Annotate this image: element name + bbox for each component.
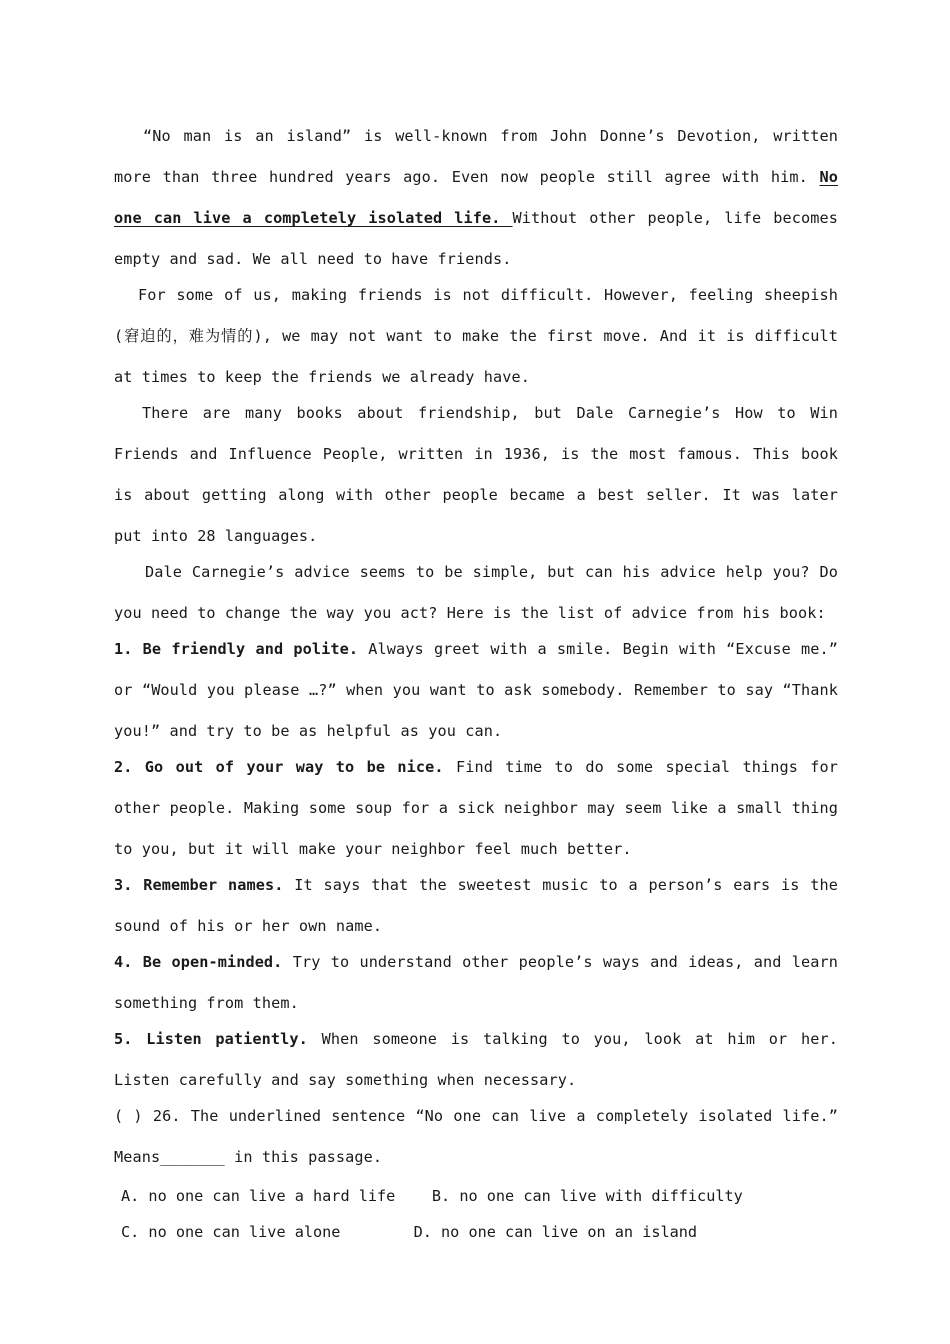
paragraph-1-rest: Without other people, life becomes empty and sad. We all need to have friends. (114, 209, 838, 268)
advice-text: It says that the sweetest music to a person’s ears is the sound of his or her own name. (114, 876, 838, 935)
advice-item-1 (114, 629, 838, 752)
paragraph-3: There are many books about friendship, but Dale Carnegie’s How to Win Friends and Influence People, written in 1936, is the most famous. This book is about getting along with other people became a best seller. It was later put into 28 languages. (114, 404, 838, 545)
question-stem: ( ) 26. The underlined sentence “No one can live a completely isolated life.” Means_______ in this passage. (114, 1107, 838, 1166)
advice-text: Try to understand other people’s ways and ideas, and learn something from them. (114, 953, 839, 1012)
advice-heading: 4. Be open-minded. (114, 953, 283, 971)
option-d: D. no one can live on an island (413, 1223, 698, 1241)
advice-item-4 (114, 942, 838, 1024)
advice-text: Find time to do some special things for other people. Making some soup for a sick neighbor may seem like a small thing to you, but it will make your neighbor feel much better. (114, 758, 839, 858)
option-a: A. no one can live a hard life (121, 1187, 396, 1205)
option-b: B. no one can live with difficulty (431, 1187, 743, 1205)
advice-heading: 1. Be friendly and polite. (114, 640, 359, 658)
paragraph-1-intro: “No man is an island” is well-known from John Donne’s Devotion, written more than three hundred years ago. Even now people still agree with him. (114, 127, 838, 186)
advice-item-2 (114, 747, 838, 870)
paragraph-4: Dale Carnegie’s advice seems to be simple, but can his advice help you? Do you need to change the way you act? Here is the list of advice from his book: (114, 563, 838, 622)
document-page (114, 116, 838, 1250)
advice-text: Always greet with a smile. Begin with “Excuse me.” or “Would you please …?” when you want to ask somebody. Remember to say “Thank you!” and try to be as helpful as you can. (114, 640, 838, 740)
advice-item-3 (114, 865, 838, 947)
option-c: C. no one can live alone (121, 1223, 341, 1241)
paragraph-2: For some of us, making friends is not difficult. However, feeling sheepish (窘迫的，难为情的), we may not want to make the first move. And it is difficult at times to keep the friends we already have. (114, 286, 838, 386)
advice-heading: 2. Go out of your way to be nice. (114, 758, 444, 776)
advice-text: When someone is talking to you, look at him or her. Listen carefully and say something when necessary. (114, 1030, 839, 1089)
options-row-2 (114, 1214, 838, 1250)
advice-item-5 (114, 1019, 838, 1101)
advice-heading: 3. Remember names. (114, 876, 284, 894)
paragraph-1 (114, 116, 838, 280)
options-row-1 (114, 1178, 838, 1214)
advice-heading: 5. Listen patiently. (114, 1030, 308, 1048)
underlined-sentence: No one can live a completely isolated life. (114, 168, 838, 227)
